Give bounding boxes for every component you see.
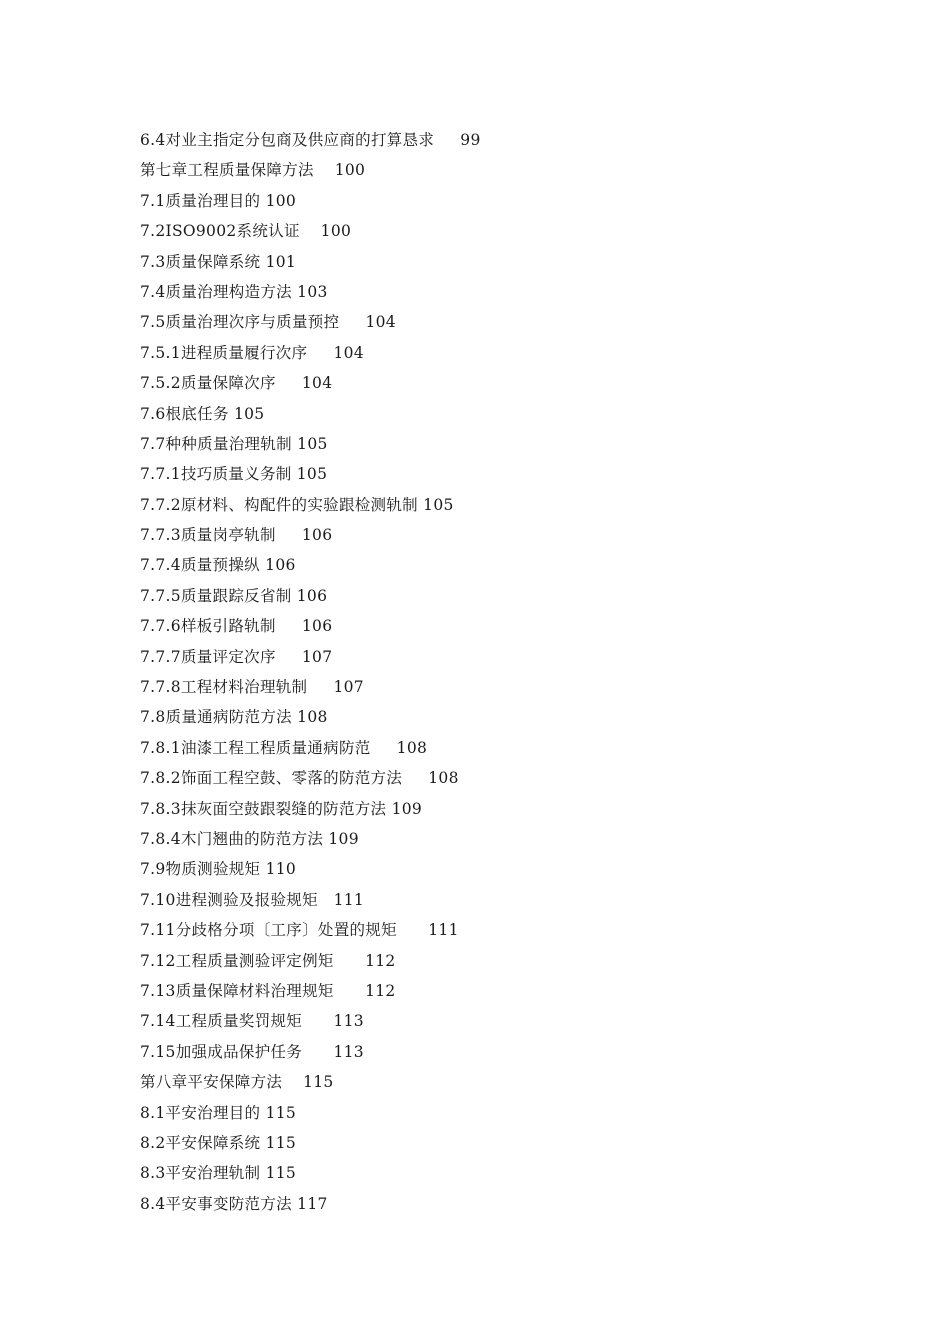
- toc-entry: 7.12工程质量测验评定例矩 112: [140, 951, 396, 970]
- toc-entry: 7.2ISO9002系统认证 100: [140, 222, 352, 241]
- toc-entry: 7.7.5质量跟踪反省制 106: [140, 586, 328, 605]
- toc-entry: 7.14工程质量奖罚规矩 113: [140, 1012, 364, 1031]
- toc-entry: 8.1平安治理目的 115: [140, 1103, 297, 1122]
- toc-entry: 7.6根底任务 105: [140, 404, 265, 423]
- toc-entry: 7.7.4质量预操纵 106: [140, 556, 296, 575]
- toc-entry: 7.8质量通病防范方法 108: [140, 708, 328, 727]
- toc-entry: 7.9物质测验规矩 110: [140, 860, 297, 879]
- toc-entry: 8.3平安治理轨制 115: [140, 1164, 297, 1183]
- toc-entry: 7.8.3抹灰面空鼓跟裂缝的防范方法 109: [140, 799, 423, 818]
- toc-entry: 7.10进程测验及报验规矩 111: [140, 890, 365, 909]
- toc-entry: 7.1质量治理目的 100: [140, 191, 297, 210]
- toc-entry: 7.5.2质量保障次序 104: [140, 374, 333, 393]
- toc-entry: 第七章工程质量保障方法 100: [140, 161, 366, 180]
- toc-entry: 7.7.7质量评定次序 107: [140, 647, 333, 666]
- toc-entry: 7.7.3质量岗亭轨制 106: [140, 526, 333, 545]
- toc-entry: 7.11分歧格分项〔工序〕处置的规矩 111: [140, 921, 459, 940]
- toc-entry: 7.5.1进程质量履行次序 104: [140, 343, 364, 362]
- table-of-contents: [140, 125, 860, 1219]
- toc-entry: 7.3质量保障系统 101: [140, 252, 297, 271]
- toc-entry: 7.13质量保障材料治理规矩 112: [140, 981, 396, 1000]
- toc-entry: 7.4质量治理构造方法 103: [140, 282, 328, 301]
- toc-entry: 7.15加强成品保护任务 113: [140, 1042, 364, 1061]
- toc-entry: 8.4平安事变防范方法 117: [140, 1194, 328, 1213]
- toc-entry: 6.4对业主指定分包商及供应商的打算恳求 99: [140, 131, 481, 149]
- toc-entry: 7.8.2饰面工程空鼓、零落的防范方法 108: [140, 769, 459, 788]
- toc-entry: 7.8.1油漆工程工程质量通病防范 108: [140, 738, 428, 757]
- toc-entry: 7.7种种质量治理轨制 105: [140, 434, 328, 453]
- toc-entry: 7.7.1技巧质量义务制 105: [140, 465, 328, 484]
- toc-entry: 7.7.2原材料、构配件的实验跟检测轨制 105: [140, 495, 454, 514]
- toc-entry: 7.7.8工程材料治理轨制 107: [140, 678, 364, 697]
- toc-entry: 7.7.6样板引路轨制 106: [140, 617, 333, 636]
- toc-entry: 7.8.4木门翘曲的防范方法 109: [140, 829, 359, 848]
- toc-entry: 第八章平安保障方法 115: [140, 1073, 334, 1092]
- toc-entry: 7.5质量治理次序与质量预控 104: [140, 313, 396, 332]
- toc-entry: 8.2平安保障系统 115: [140, 1133, 297, 1152]
